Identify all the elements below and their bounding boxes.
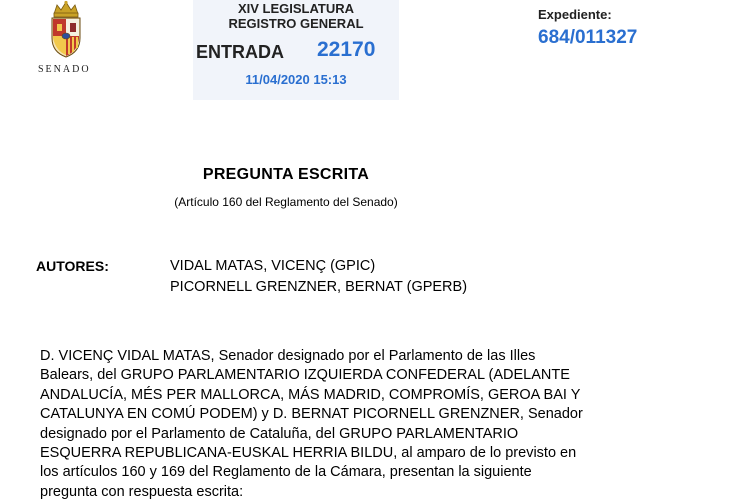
autores-list (170, 256, 467, 298)
body-line: los artículos 160 y 169 del Reglamento de la Cámara, presentan la siguiente (40, 464, 532, 481)
body-line: pregunta con respuesta escrita: (40, 483, 244, 500)
stamp-registro: REGISTRO GENERAL (228, 16, 364, 31)
senado-label: SENADO (38, 64, 91, 75)
expediente-label: Expediente: (538, 7, 612, 22)
body-line: Balears, del GRUPO PARLAMENTARIO IZQUIERDA CONFEDERAL (ADELANTE (40, 367, 570, 384)
body-line: ESQUERRA REPUBLICANA-EUSKAL HERRIA BILDU, al amparo de lo previsto en (40, 445, 577, 462)
body-line: designado por el Parlamento de Cataluña, del GRUPO PARLAMENTARIO (40, 425, 519, 442)
stamp-entrada-label: ENTRADA (196, 42, 284, 62)
document-subtitle: (Artículo 160 del Reglamento del Senado) (174, 195, 398, 209)
document-title: PREGUNTA ESCRITA (202, 166, 370, 183)
senado-coat-of-arms-icon (44, 0, 88, 60)
autor-item: PICORNELL GRENZNER, BERNAT (GPERB) (170, 279, 468, 295)
body-paragraph (40, 347, 712, 502)
stamp-datetime: 11/04/2020 15:13 (245, 72, 347, 87)
body-line: D. VICENÇ VIDAL MATAS, Senador designado por el Parlamento de las Illes (40, 348, 536, 364)
autores-label: AUTORES: (36, 258, 109, 274)
autor-item: VIDAL MATAS, VICENÇ (GPIC) (170, 258, 376, 274)
body-line: ANDALUCÍA, MÉS PER MALLORCA, MÁS MADRID, COMPROMÍS, GEROA BAI Y (40, 386, 581, 403)
body-line: CATALUNYA EN COMÚ PODEM) y D. BERNAT PICORNELL GRENZNER, Senador (40, 406, 583, 423)
stamp-entrada-number: 22170 (317, 38, 376, 61)
registry-stamp (193, 0, 399, 100)
expediente-number: 684/011327 (538, 27, 638, 48)
stamp-legislatura: XIV LEGISLATURA (237, 1, 355, 16)
